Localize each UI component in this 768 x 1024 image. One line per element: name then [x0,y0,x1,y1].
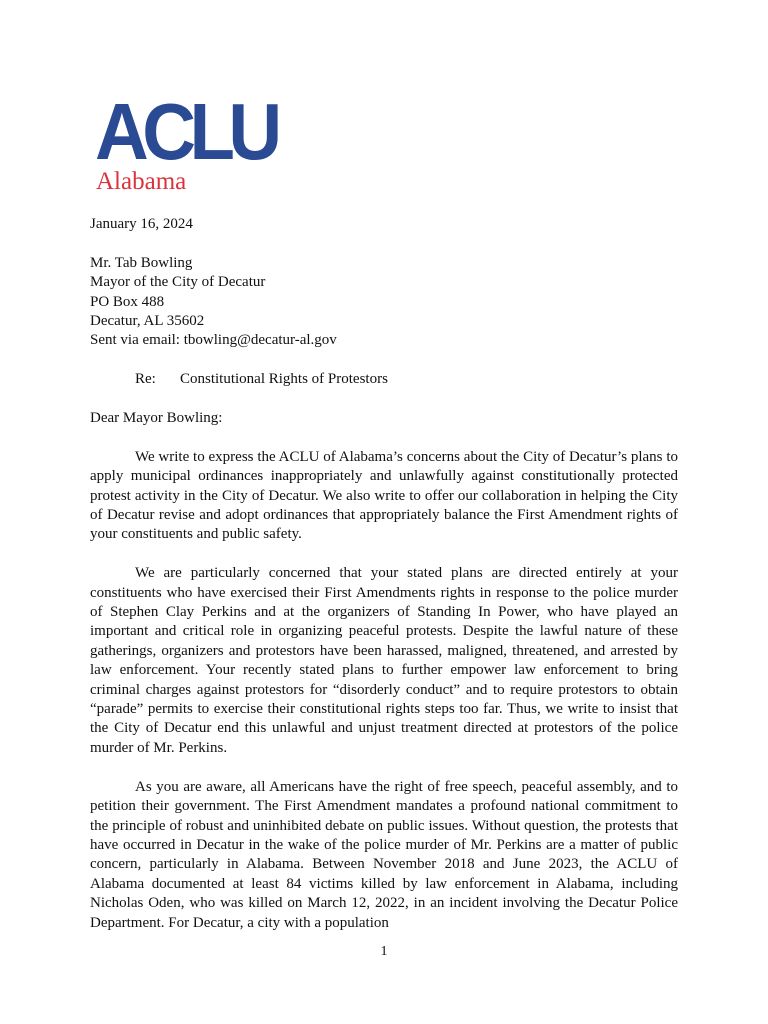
aclu-alabama-logo [95,87,276,195]
recipient-city-state-zip: Decatur, AL 35602 [90,313,205,330]
salutation: Dear Mayor Bowling: [90,410,223,427]
body-paragraph: We are particularly concerned that your stated plans are directed entirely at your constituents who have exercised their First Amendments rights in response to the police murder of Stephen Clay Perkins and at the organizers of Standing In Power, who have played an important and critical role in organizing peaceful protests. Despite the lawful nature of these gatherings, organizers and protestors have been harassed, maligned, threatened, and arrested by law enforcement. Your recently stated plans to further empower law enforcement to bring criminal charges against protestors for “disorderly conduct” and to require protestors to obtain “parade” permits to exercise their constitutional rights steps too far. Thus, we write to insist that the City of Decatur end this unlawful and unjust treatment directed at protestors of the police murder of Mr. Perkins. [90,565,678,756]
recipient-sent-via: Sent via email: tbowling@decatur-al.gov [90,332,337,349]
subject-label: Re: [135,371,156,388]
recipient-name: Mr. Tab Bowling [90,254,193,271]
logo-state-name: Alabama [96,168,187,195]
subject-line [90,370,678,389]
letter-date: January 16, 2024 [90,216,193,232]
letter-body [90,215,678,952]
logo-aclu-wordmark: ACLU [95,87,276,176]
subject-text: Constitutional Rights of Protestors [180,371,388,388]
recipient-address [90,254,678,351]
recipient-title: Mayor of the City of Decatur [90,274,266,291]
body-paragraph: As you are aware, all Americans have the right of free speech, peaceful assembly, and to petition their government. The First Amendment mandates a profound national commitment to the principle of robust and uninhibited debate on public issues. Without question, the protests that have occurred in Decatur in the wake of the police murder of Mr. Perkins are a matter of public concern, particularly in Alabama. Between November 2018 and June 2023, the ACLU of Alabama documented at least 84 victims killed by law enforcement in Alabama, including Nicholas Oden, who was killed on March 12, 2022, in an incident involving the Decatur Police Department. For Decatur, a city with a population [90,778,678,931]
body-paragraph: We write to express the ACLU of Alabama’s concerns about the City of Decatur’s plans to apply municipal ordinances inappropriately and unlawfully against constitutionally protected protest activity in the City of Decatur. We also write to offer our collaboration in helping the City of Decatur revise and adopt ordinances that appropriately balance the First Amendment rights of your constituents and public safety. [90,448,678,543]
page-number: 1 [380,944,388,959]
recipient-po-box: PO Box 488 [90,293,165,310]
